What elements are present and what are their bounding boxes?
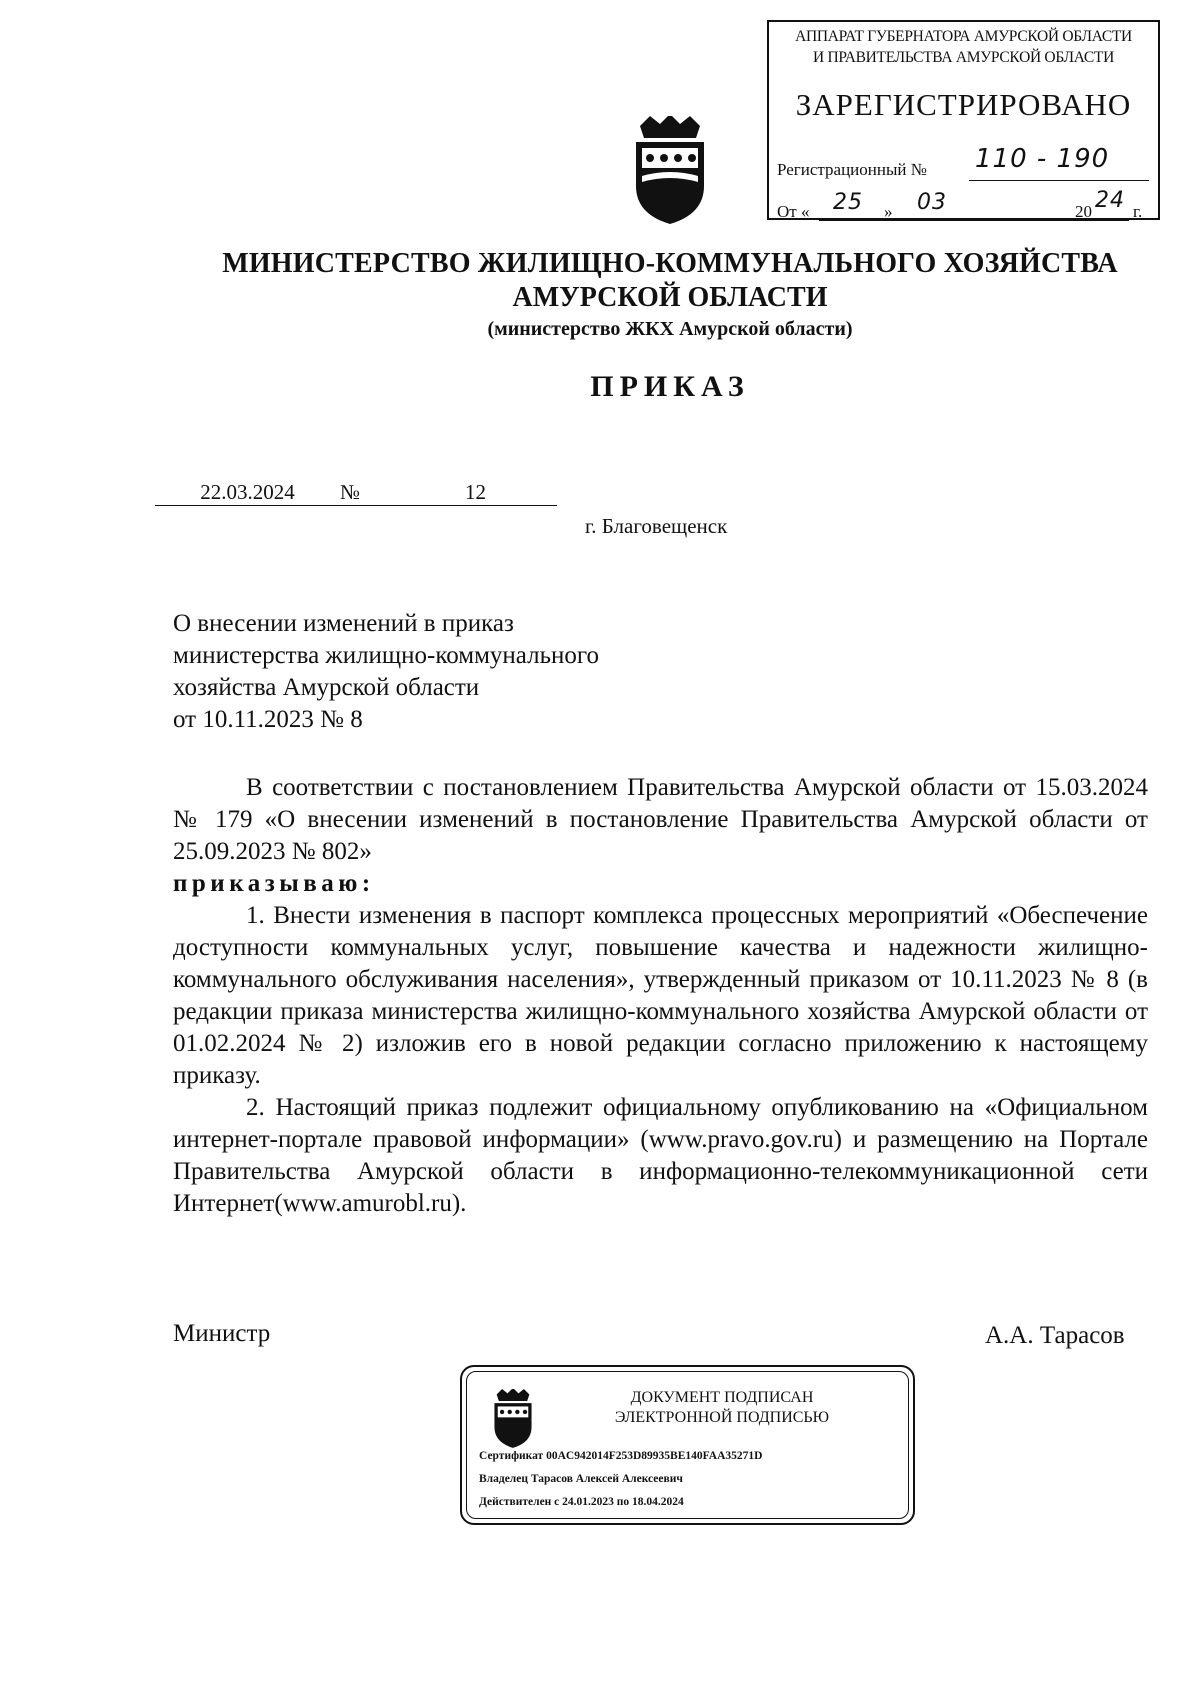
subject-line-4: от 10.11.2023 № 8 bbox=[173, 706, 363, 733]
registration-stamp bbox=[767, 20, 1160, 220]
esig-title-1: ДОКУМЕНТ ПОДПИСАН bbox=[630, 1389, 814, 1406]
stamp-year-prefix: 20 bbox=[1075, 202, 1092, 221]
order-item-2: 2. Настоящий приказ подлежит официальному опубликованию на «Официальном интернет-портале правовой информации» (www.pravo.gov.ru) и размещению на Портале Правительства Амурской области в информационно-телекоммуникационной сети Интернет(www.amurobl.ru). bbox=[173, 1094, 1148, 1217]
esig-owner: Владелец Тарасов Алексей Алексеевич bbox=[479, 1473, 683, 1485]
preamble-paragraph: В соответствии с постановлением Правительства Амурской области от 15.03.2024 № 179 «О внесении изменений в постановление Правительства Амурской области от 25.09.2023 № 802» bbox=[173, 774, 1148, 865]
order-word: приказываю: bbox=[173, 870, 375, 897]
stamp-date-row bbox=[777, 202, 809, 222]
stamp-reg-number: 110 - 190 bbox=[975, 144, 1110, 174]
stamp-date-mid: » bbox=[884, 202, 893, 221]
stamp-date-underline bbox=[819, 220, 1129, 221]
coat-of-arms-icon bbox=[630, 116, 710, 226]
stamp-org-line1: АППАРАТ ГУБЕРНАТОРА АМУРСКОЙ ОБЛАСТИ bbox=[795, 28, 1132, 45]
subject-line-1: О внесении изменений в приказ bbox=[173, 610, 514, 637]
document-type: ПРИКАЗ bbox=[590, 370, 750, 403]
order-date: 22.03.2024 bbox=[155, 480, 340, 506]
order-body bbox=[173, 772, 1148, 1220]
stamp-org-line2: И ПРАВИТЕЛЬСТВА АМУРСКОЙ ОБЛАСТИ bbox=[813, 49, 1114, 66]
stamp-registered: ЗАРЕГИСТРИРОВАНО bbox=[795, 87, 1132, 122]
city: г. Благовещенск bbox=[585, 514, 728, 538]
ministry-title-line2: АМУРСКОЙ ОБЛАСТИ bbox=[512, 282, 828, 313]
ministry-short-name: (министерство ЖКХ Амурской области) bbox=[487, 318, 853, 340]
stamp-reg-underline bbox=[969, 180, 1149, 181]
order-item-1: 1. Внести изменения в паспорт комплекса процессных мероприятий «Обеспечение доступности коммунальных услуг, повышение качества и надежности жилищно-коммунального обслуживания населения», утвержденный приказом от 10.11.2023 № 8 (в редакции приказа министерства жилищно-коммунального хозяйства Амурской области от 01.02.2024 № 2) изложив его в новой редакции согласно приложению к настоящему приказу. bbox=[173, 902, 1148, 1089]
stamp-reg-number-row bbox=[777, 160, 927, 180]
esig-coat-of-arms-icon bbox=[490, 1389, 536, 1449]
signatory-position: Министр bbox=[173, 1320, 271, 1347]
ministry-title-line1: МИНИСТЕРСТВО ЖИЛИЩНО-КОММУНАЛЬНОГО ХОЗЯЙСТВА bbox=[222, 248, 1118, 279]
subject-line-2: министерства жилищно-коммунального bbox=[173, 642, 600, 669]
stamp-year-suffix: 24 bbox=[1095, 188, 1125, 213]
stamp-date-day: 25 bbox=[833, 190, 863, 215]
order-number-field bbox=[370, 480, 557, 506]
signatory-name: А.А. Тарасов bbox=[985, 1322, 1125, 1349]
esig-certificate: Сертификат 00AC942014F253D89935BE140FAA35271D bbox=[479, 1450, 763, 1462]
stamp-reg-label: Регистрационный № bbox=[777, 160, 927, 179]
stamp-year-end: г. bbox=[1133, 202, 1143, 221]
order-subject bbox=[173, 608, 599, 736]
esig-valid: Действителен с 24.01.2023 по 18.04.2024 bbox=[479, 1496, 684, 1508]
order-number-label: № bbox=[340, 480, 370, 506]
stamp-date-month: 03 bbox=[917, 190, 947, 215]
order-number: 12 bbox=[465, 480, 486, 504]
stamp-date-prefix: От « bbox=[777, 202, 810, 221]
date-number-line bbox=[155, 480, 557, 506]
electronic-signature-stamp bbox=[460, 1365, 915, 1525]
subject-line-3: хозяйства Амурской области bbox=[173, 674, 480, 701]
esig-title-2: ЭЛЕКТРОННОЙ ПОДПИСЬЮ bbox=[614, 1409, 830, 1426]
